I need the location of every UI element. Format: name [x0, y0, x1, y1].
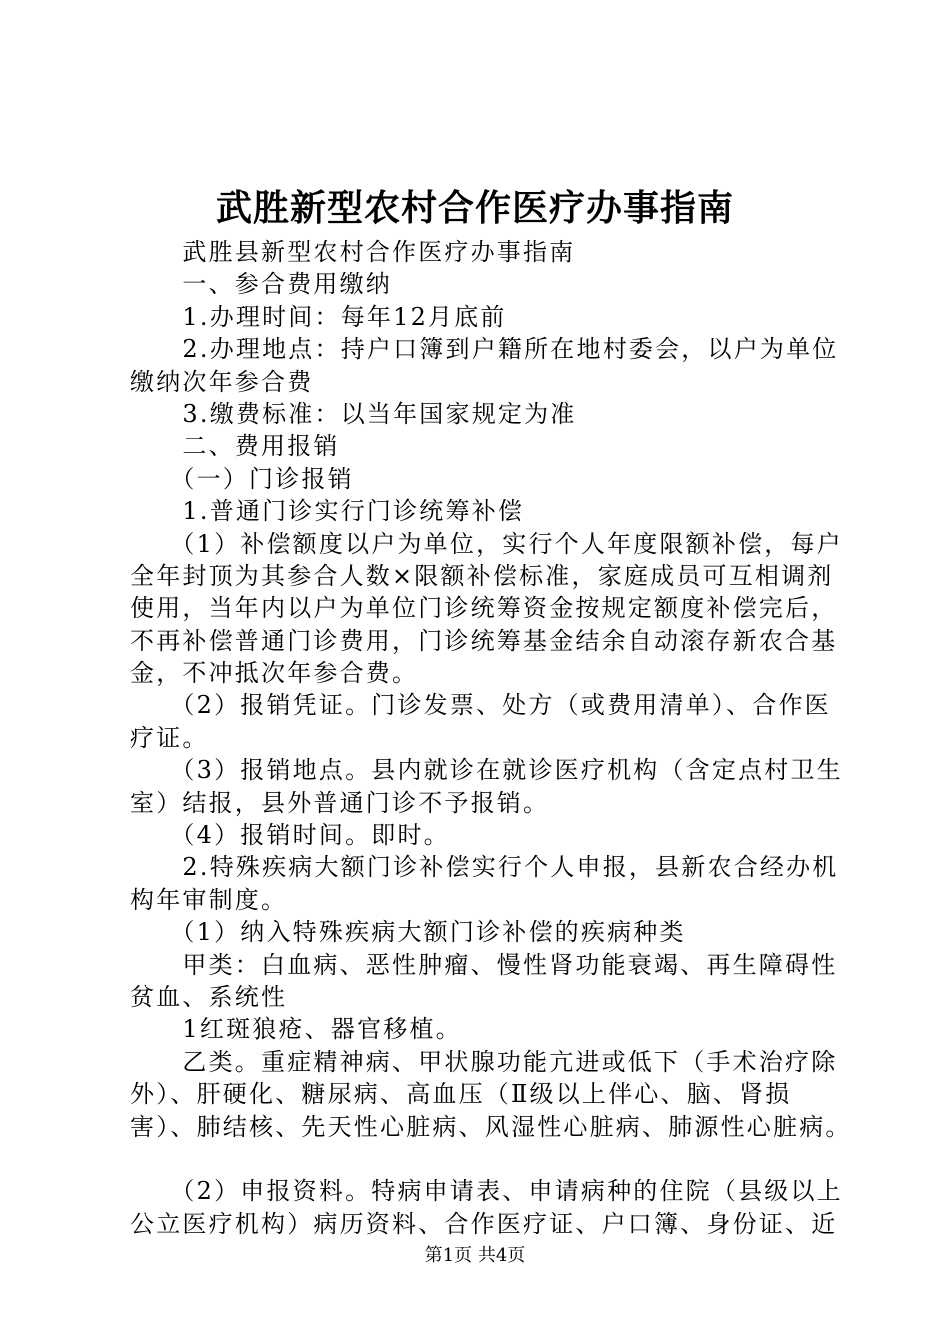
body-line: 使用，当年内以户为单位门诊统筹资金按规定额度补偿完后，	[130, 594, 838, 623]
body-line: 缴纳次年参合费	[130, 367, 314, 396]
paragraph-spacer	[130, 1143, 835, 1175]
body-line: 武胜县新型农村合作医疗办事指南	[130, 238, 576, 266]
body-line: 乙类。重症精神病、甲状腺功能亢进或低下（手术治疗除	[130, 1047, 838, 1076]
body-line: 公立医疗机构）病历资料、合作医疗证、户口簿、身份证、近	[130, 1209, 838, 1238]
body-line: 疗证。	[130, 723, 209, 752]
body-line: （1）纳入特殊疾病大额门诊补偿的疾病种类	[130, 918, 686, 947]
body-line: （3）报销地点。县内就诊在就诊医疗机构（含定点村卫生	[130, 756, 843, 785]
body-line: 甲类：白血病、恶性肿瘤、慢性肾功能衰竭、再生障碍性	[130, 950, 838, 979]
document-body	[130, 236, 852, 1240]
body-line: 2.办理地点：持户口簿到户籍所在地村委会，以户为单位	[130, 335, 839, 364]
body-line: 金，不冲抵次年参合费。	[130, 659, 419, 688]
body-line: 1红斑狼疮、器官移植。	[130, 1015, 462, 1044]
body-line: （4）报销时间。即时。	[130, 821, 450, 850]
body-line: （1）补偿额度以户为单位，实行个人年度限额补偿，每户	[130, 529, 843, 558]
body-line: 全年封顶为其参合人数×限额补偿标准，家庭成员可互相调剂	[130, 561, 834, 590]
body-line: 室）结报，县外普通门诊不予报销。	[130, 788, 550, 817]
body-line: 不再补偿普通门诊费用，门诊统筹基金结余自动滚存新农合基	[130, 626, 838, 655]
body-line: 2.特殊疾病大额门诊补偿实行个人申报，县新农合经办机	[130, 853, 839, 882]
body-line: 构年审制度。	[130, 885, 288, 914]
body-line: 二、费用报销	[130, 432, 340, 461]
body-line: 3.缴费标准：以当年国家规定为准	[130, 399, 577, 428]
body-line: （2）报销凭证。门诊发票、处方（或费用清单）、合作医	[130, 691, 831, 720]
body-line: 1.普通门诊实行门诊统筹补偿	[130, 497, 525, 526]
document-title: 武胜新型农村合作医疗办事指南	[215, 187, 734, 229]
body-line: 贫血、系统性	[130, 982, 288, 1011]
body-line: （一）门诊报销	[130, 464, 354, 493]
page-number-footer: 第1页 共4页	[424, 1245, 526, 1266]
body-line: 一、参合费用缴纳	[130, 270, 392, 299]
body-line: 害）、肺结核、先天性心脏病、风湿性心脏病、肺源性心脏病。	[130, 1112, 852, 1141]
body-line: 外）、肝硬化、糖尿病、高血压（Ⅱ级以上伴心、脑、肾损	[130, 1080, 792, 1109]
body-line: （2）申报资料。特病申请表、申请病种的住院（县级以上	[130, 1177, 843, 1206]
body-line: 1.办理时间：每年12月底前	[130, 302, 507, 331]
